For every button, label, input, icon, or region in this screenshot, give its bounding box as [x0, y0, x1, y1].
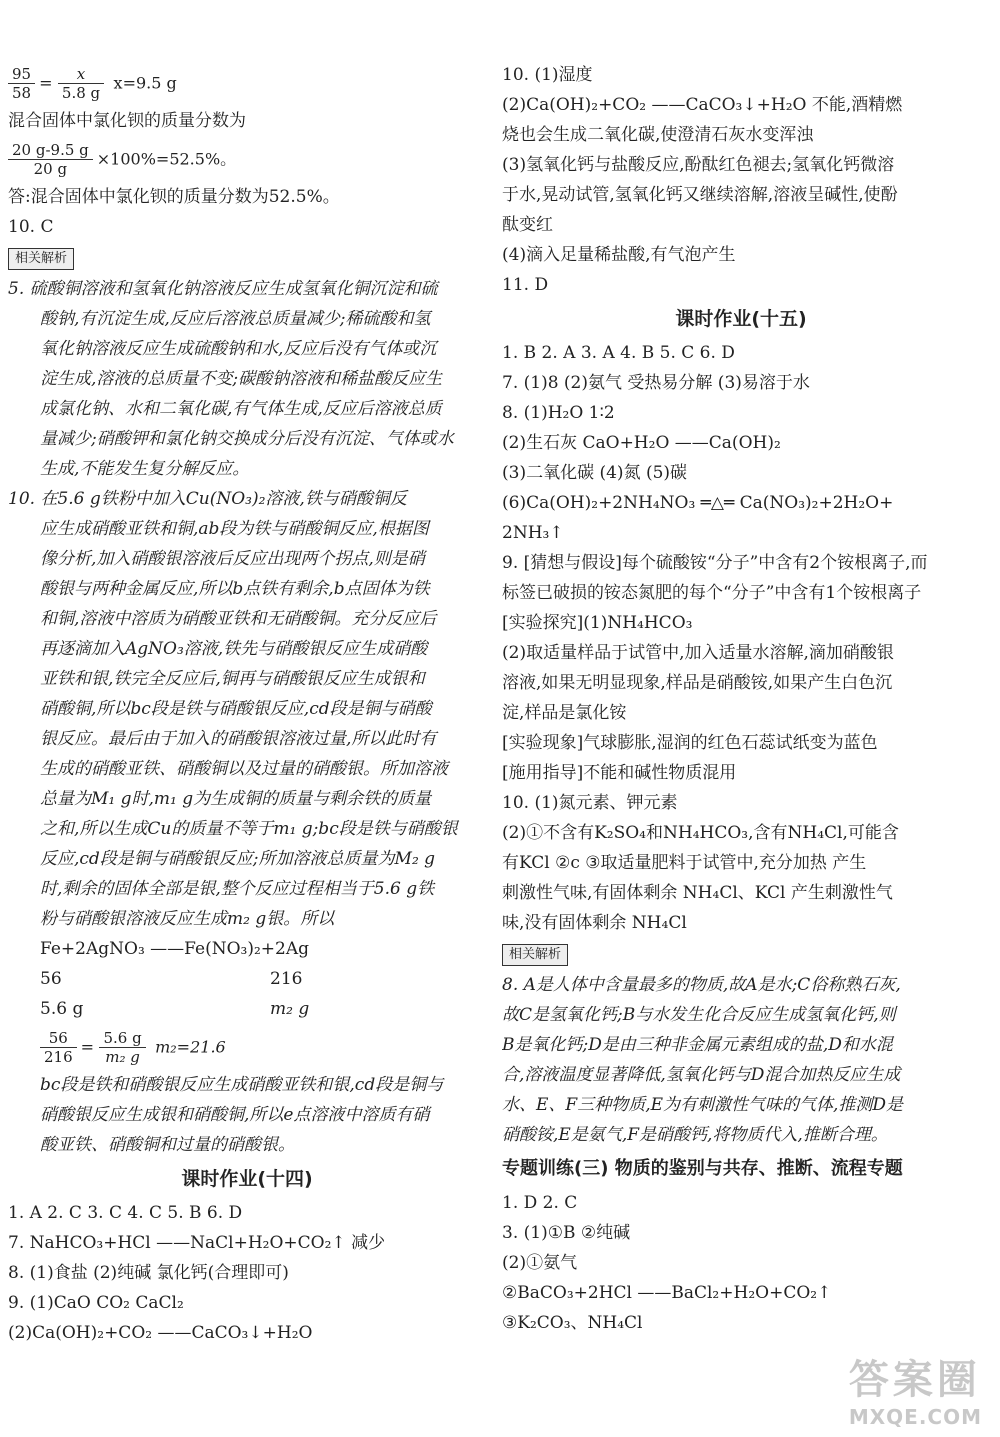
text-line: 再逐滴加入AgNO₃溶液,铁先与硝酸银反应生成硝酸 [40, 639, 428, 659]
fraction-denominator: m₂ g [105, 1048, 140, 1066]
analysis-q10 [8, 484, 486, 1160]
answer-line: 1. D 2. C [502, 1193, 578, 1213]
answer-line: 11. D [502, 275, 549, 295]
equation-ratio-1: $\frac{95}{58}$ = $\frac{x}{5.8 g}$ x=9.5 g [8, 62, 486, 104]
answer-line: 淀,样品是氯化铵 [502, 703, 627, 723]
answer-line: (4)滴入足量稀盐酸,有气泡产生 [502, 245, 736, 265]
equation-row [8, 994, 486, 1024]
text-line: 硝酸铵,E是氨气,F是硝酸钙,将物质代入,推断合理。 [502, 1125, 888, 1145]
left-column [8, 60, 486, 1348]
fraction-numerator: 95 [8, 65, 35, 84]
answer-line: (3)氢氧化钙与盐酸反应,酚酞红色褪去;氢氧化钙微溶 [502, 155, 895, 175]
equation-result: x=9.5 g [113, 73, 177, 93]
answer-line: 于水,晃动试管,氢氧化钙又继续溶解,溶液呈碱性,使酚 [502, 185, 898, 205]
answer-line: (6)Ca(OH)₂+2NH₄NO₃ ═△═ Ca(NO₃)₂+2H₂O+ [502, 493, 894, 513]
watermark-url: MXQE.COM [848, 1405, 982, 1429]
answer-line: (2)取适量样品于试管中,加入适量水溶解,滴加硝酸银 [502, 643, 894, 663]
text-line: 之和,所以生成Cu的质量不等于m₁ g;bc段是铁与硝酸银 [40, 819, 458, 839]
answer-line: 7. (1)8 (2)氨气 受热易分解 (3)易溶于水 [502, 373, 810, 393]
section-heading: 专题训练(三) 物质的鉴别与共存、推断、流程专题 [502, 1158, 903, 1179]
equation-percent [8, 138, 486, 180]
answer-line: 3. (1)①B ②纯碱 [502, 1223, 631, 1243]
text-line: 5. 硫酸铜溶液和氢氧化钠溶液反应生成氢氧化铜沉淀和硫 [8, 279, 438, 299]
fraction-numerator: 20 g-9.5 g [8, 141, 93, 160]
text-line: 硝酸银反应生成银和硝酸铜,所以e点溶液中溶质有硝 [40, 1105, 430, 1125]
answers-14 [8, 1198, 486, 1348]
answer-line: 1. A 2. C 3. C 4. C 5. B 6. D [8, 1203, 243, 1223]
watermark-logo [849, 1348, 982, 1429]
answer-line: ③K₂CO₃、NH₄Cl [502, 1313, 643, 1333]
answer-line: 9. (1)CaO CO₂ CaCl₂ [8, 1293, 184, 1313]
answer-line: 烧也会生成二氧化碳,使澄清石灰水变浑浊 [502, 125, 814, 145]
equation-value: 216 [270, 969, 303, 989]
answer-line: (2)生石灰 CaO+H₂O ——Ca(OH)₂ [502, 433, 781, 453]
answer-line: [实验现象]气球膨胀,湿润的红色石蕊试纸变为蓝色 [502, 733, 878, 753]
answer-line: (2)①不含有K₂SO₄和NH₄HCO₃,含有NH₄Cl,可能含 [502, 823, 899, 843]
answer-line: (2)①氨气 [502, 1253, 578, 1273]
equation-result: m₂=21.6 [155, 1037, 226, 1057]
text-line: 故C是氢氧化钙;B与水发生化合反应生成氢氧化钙,则 [502, 1005, 896, 1025]
answer-line: (2)Ca(OH)₂+CO₂ ——CaCO₃↓+H₂O 不能,酒精燃 [502, 95, 903, 115]
fraction-denominator: 20 g [33, 160, 68, 178]
text-line: 像分析,加入硝酸银溶液后反应出现两个拐点,则是硝 [40, 549, 425, 569]
chemical-equation: Fe+2AgNO₃ ——Fe(NO₃)₂+2Ag [40, 939, 310, 959]
answer-line: [施用指导]不能和碱性物质混用 [502, 763, 737, 783]
text-line: bc段是铁和硝酸银反应生成硝酸亚铁和银,cd段是铜与 [40, 1075, 444, 1095]
answer-line: 10. C [8, 217, 54, 237]
equation-value: 5.6 g [40, 999, 84, 1019]
equation-result: ×100%=52.5%。 [96, 149, 237, 169]
watermark-text: 答案圈 [848, 1357, 981, 1403]
text-line: 和铜,溶液中溶质为硝酸亚铁和无硝酸铜。充分反应后 [40, 609, 437, 629]
text-line: 生成,不能发生复分解反应。 [40, 459, 250, 479]
text-line: 淀生成,溶液的总质量不变;碳酸钠溶液和稀盐酸反应生 [40, 369, 443, 389]
text-line: 8. A是人体中含量最多的物质,故A是水;C俗称熟石灰, [502, 975, 901, 995]
answers-15 [502, 338, 980, 938]
answer-line: 8. (1)H₂O 1∶2 [502, 403, 615, 423]
answer-line: 8. (1)食盐 (2)纯碱 氯化钙(合理即可) [8, 1263, 289, 1283]
text-line: 酸银与两种金属反应,所以b点铁有剩余,b点固体为铁 [40, 579, 430, 599]
analysis-tag: 相关解析 [8, 248, 74, 270]
answer-line: 10. (1)湿度 [502, 65, 593, 85]
text-line: 粉与硝酸银溶液反应生成m₂ g银。所以 [40, 909, 335, 929]
answer-line: 酞变红 [502, 215, 553, 235]
answer-line: 2NH₃↑ [502, 523, 564, 543]
fraction-denominator: 58 [12, 84, 32, 102]
fraction-denominator: 216 [44, 1048, 73, 1066]
analysis-tag: 相关解析 [502, 944, 568, 966]
answer-line: 1. B 2. A 3. A 4. B 5. C 6. D [502, 343, 735, 363]
answer-line: 10. (1)氮元素、钾元素 [502, 793, 678, 813]
text-line: 水、E、F三种物质,E为有刺激性气味的气体,推测D是 [502, 1095, 904, 1115]
answer-line: 刺激性气味,有固体剩余 NH₄Cl、KCl 产生刺激性气 [502, 883, 893, 903]
answer-line: 9. [猜想与假设]每个硫酸铵“分子”中含有2个铵根离子,而 [502, 553, 928, 573]
text-line: 合,溶液温度显著降低,氢氧化钙与D混合加热反应生成 [502, 1065, 901, 1085]
text-line: 酸钠,有沉淀生成,反应后溶液总质量减少;稀硫酸和氢 [40, 309, 431, 329]
fraction-numerator: 5.6 g [99, 1029, 145, 1048]
answer-line: 答:混合固体中氯化钡的质量分数为52.5%。 [8, 187, 340, 207]
answer-line: [实验探究](1)NH₄HCO₃ [502, 613, 693, 633]
answers-13-tail [502, 60, 980, 300]
text-line: 混合固体中氯化钡的质量分数为 [8, 111, 246, 131]
answer-line: (2)Ca(OH)₂+CO₂ ——CaCO₃↓+H₂O [8, 1323, 313, 1343]
section-heading: 课时作业(十五) [675, 308, 807, 330]
right-column [502, 60, 980, 1338]
text-line: 总量为M₁ g时,m₁ g为生成铜的质量与剩余铁的质量 [40, 789, 432, 809]
answer-line: (3)二氧化碳 (4)氮 (5)碳 [502, 463, 688, 483]
text-line: B是氧化钙;D是由三种非金属元素组成的盐,D和水混 [502, 1035, 893, 1055]
section-heading: 课时作业(十四) [181, 1168, 313, 1190]
equation-value: 56 [40, 969, 62, 989]
text-line: 量减少;硝酸钾和氯化钠交换成分后没有沉淀、气体或水 [40, 429, 454, 449]
answer-line: 溶液,如果无明显现象,样品是硝酸铵,如果产生白色沉 [502, 673, 893, 693]
text-line: 银反应。最后由于加入的硝酸银溶液过量,所以此时有 [40, 729, 437, 749]
text-line: 生成的硝酸亚铁、硝酸铜以及过量的硝酸银。所加溶液 [40, 759, 448, 779]
answer-line: ②BaCO₃+2HCl ——BaCl₂+H₂O+CO₂↑ [502, 1283, 832, 1303]
text-line: 时,剩余的固体全部是银,整个反应过程相当于5.6 g铁 [40, 879, 435, 899]
text-line: 亚铁和银,铁完全反应后,铜再与硝酸银反应生成银和 [40, 669, 425, 689]
equation-value: m₂ g [270, 999, 310, 1019]
fraction-numerator: 56 [40, 1029, 77, 1048]
text-line: 应生成硝酸亚铁和铜,ab段为铁与硝酸铜反应,根据图 [40, 519, 429, 539]
answer-line: 标签已破损的铵态氮肥的每个“分子”中含有1个铵根离子 [502, 583, 922, 603]
text-line: 反应,cd段是铜与硝酸银反应;所加溶液总质量为M₂ g [40, 849, 436, 869]
equation-row [8, 964, 486, 994]
answer-line: 有KCl ②c ③取适量肥料于试管中,充分加热 产生 [502, 853, 867, 873]
text-line: 酸亚铁、硝酸铜和过量的硝酸银。 [40, 1135, 295, 1155]
answer-line: 7. NaHCO₃+HCl ——NaCl+H₂O+CO₂↑ 减少 [8, 1233, 386, 1253]
text-line: 氧化钠溶液反应生成硫酸钠和水,反应后没有气体或沉 [40, 339, 437, 359]
text-line: 硝酸铜,所以bc段是铁与硝酸银反应,cd段是铜与硝酸 [40, 699, 432, 719]
equation-ratio-2: $\frac{56}{216}$ = $\frac{5.6 g}{\text{m₂ g}}$ m₂=21.6 [8, 1026, 486, 1068]
text-line: 10. 在5.6 g铁粉中加入Cu(NO₃)₂溶液,铁与硝酸铜反 [8, 489, 407, 509]
fraction-denominator: 5.8 g [61, 84, 101, 102]
fraction-numerator: x [58, 65, 104, 84]
answers-special-3 [502, 1188, 980, 1338]
analysis-q5 [8, 274, 486, 484]
answer-line: 味,没有固体剩余 NH₄Cl [502, 913, 687, 933]
analysis-q8 [502, 970, 980, 1150]
text-line: 成氯化钠、水和二氧化碳,有气体生成,反应后溶液总质 [40, 399, 442, 419]
